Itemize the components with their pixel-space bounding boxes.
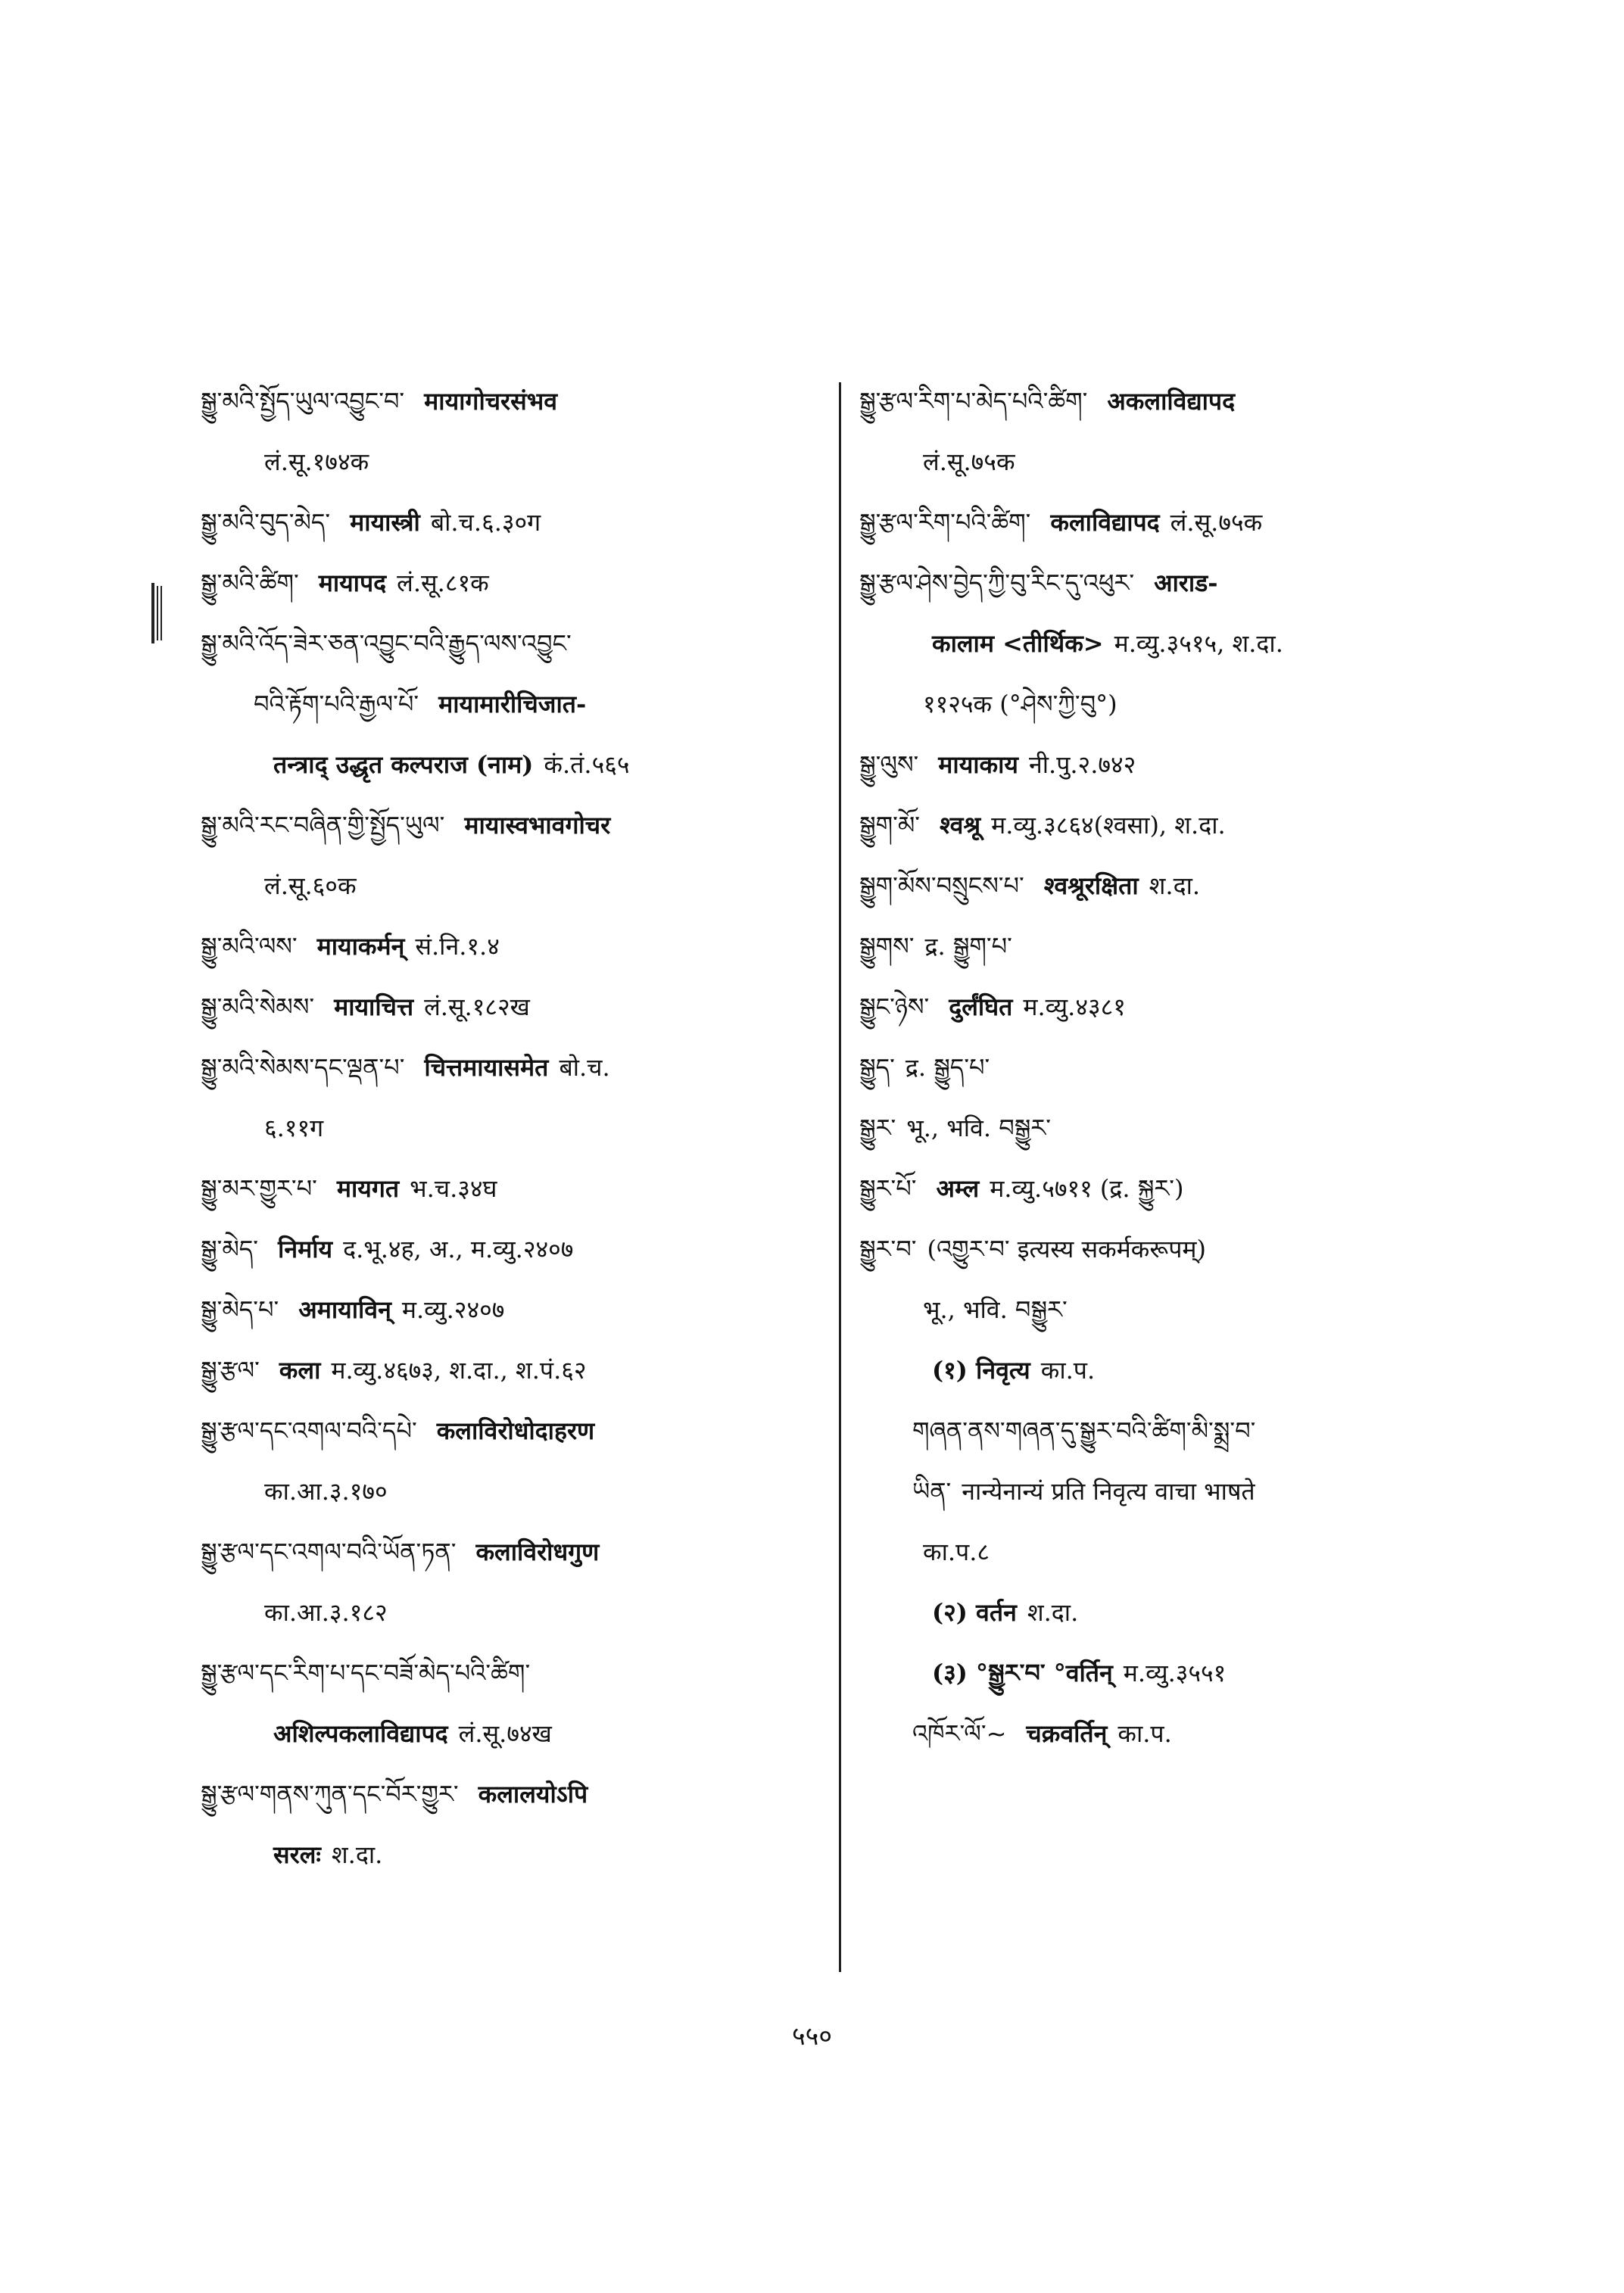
- sanskrit-equivalent: चित्तमायासमेत: [424, 1053, 549, 1082]
- source-reference: नान्येनान्यं प्रति निवृत्य वाचा भाषते: [962, 1477, 1255, 1506]
- tibetan-headword: སྒྱུ་རྩལ་རིག་པའི་ཚིག་: [859, 508, 1031, 537]
- source-reference: म.व्यु.५७११ (द्र. སྐྱུར་): [990, 1174, 1184, 1203]
- sanskrit-equivalent: कलाविरोधोदाहरण: [436, 1416, 595, 1445]
- dictionary-line: [859, 386, 1488, 416]
- dictionary-line: [859, 447, 1488, 477]
- dictionary-line: [201, 1416, 821, 1446]
- source-reference: श.दा.: [1149, 871, 1201, 900]
- tibetan-headword: སྒྱུག་མོ་: [859, 811, 921, 840]
- tibetan-headword: སྒྱུ་རྩལ་གནས་ཀུན་དང་བོར་གྱུར་: [201, 1780, 459, 1809]
- sanskrit-equivalent: अकलाविद्यापद: [1107, 387, 1236, 416]
- sanskrit-equivalent: कलाविद्यापद: [1050, 508, 1160, 537]
- source-reference: का.प.: [1117, 1719, 1172, 1748]
- dictionary-line: [859, 1234, 1488, 1264]
- source-reference: लं.सू.१७४क: [264, 447, 369, 476]
- sanskrit-equivalent: मायास्त्री: [350, 508, 420, 537]
- source-reference: म.व्यु.२४०७: [401, 1295, 505, 1324]
- sanskrit-equivalent: (३) °སྒྱུར་བ་ °वर्तिन्: [932, 1659, 1113, 1687]
- source-reference: श.दा.: [1027, 1598, 1079, 1627]
- sanskrit-equivalent: अम्ल: [936, 1174, 980, 1203]
- dictionary-line: [201, 931, 821, 961]
- sanskrit-equivalent: मायागोचरसंभव: [424, 387, 558, 416]
- tibetan-headword: ཡིན་: [912, 1477, 952, 1506]
- sanskrit-equivalent: कलालयोऽपि: [478, 1780, 588, 1809]
- dictionary-line: [201, 810, 821, 840]
- tibetan-headword: བའི་རྟོག་པའི་རྒྱལ་པོ་: [254, 690, 419, 718]
- sanskrit-equivalent: कलाविरोधगुण: [475, 1537, 600, 1566]
- source-reference: का.प.८: [923, 1537, 990, 1566]
- sanskrit-equivalent: मायाकर्मन्: [316, 932, 405, 961]
- source-reference: म.व्यु.३५५१: [1123, 1659, 1227, 1687]
- source-reference: लं.सू.६०क: [264, 871, 357, 900]
- dictionary-line: [201, 1234, 821, 1264]
- dictionary-line: [859, 507, 1488, 537]
- source-reference: लं.सू.७५क: [1170, 508, 1263, 537]
- source-reference: नी.पु.२.७४२: [1028, 750, 1136, 779]
- source-reference: लं.सू.७४ख: [458, 1719, 552, 1748]
- tibetan-headword: སྒྱུག་མོས་བསྲུངས་པ་: [859, 871, 1024, 900]
- tibetan-headword: སྒྱུ་མའི་འོད་ཟེར་ཅན་འབྱུང་བའི་རྒྱུད་ལས་འབྱུང་: [201, 629, 572, 658]
- source-reference: बो.च.६.३०ग: [430, 508, 541, 537]
- column-divider: [839, 382, 841, 1972]
- tibetan-headword: སྒྱུ་མའི་ལས་: [201, 932, 298, 961]
- dictionary-line: [201, 689, 821, 719]
- source-reference: बो.च.: [559, 1053, 610, 1082]
- dictionary-line: [859, 1658, 1488, 1688]
- dictionary-line: [201, 1597, 821, 1628]
- tibetan-headword: སྒྱུ་རྩལ་: [201, 1356, 260, 1385]
- source-reference: लं.सू.८१क: [397, 569, 489, 597]
- sanskrit-equivalent: (१) निवृत्य: [932, 1356, 1030, 1385]
- dictionary-line: [859, 628, 1488, 659]
- source-reference: ११२५क (°ཤེས་ཀྱི་བུ°): [923, 690, 1117, 718]
- dictionary-line: [201, 628, 821, 659]
- tibetan-headword: སྒྱུད་: [859, 1053, 895, 1082]
- sanskrit-equivalent: सरलः: [273, 1840, 321, 1869]
- source-reference: भू., भवि. བསྒྱུར་: [906, 1114, 1051, 1142]
- source-reference: भू., भवि. བསྒྱུར་: [923, 1295, 1068, 1324]
- source-reference: द्र. སྒྱུག་པ་: [924, 932, 1012, 961]
- sanskrit-equivalent: (२) वर्तन: [932, 1598, 1017, 1627]
- source-reference: सं.नि.१.४: [415, 932, 500, 961]
- sanskrit-equivalent: मायापद: [318, 569, 387, 597]
- sanskrit-equivalent: मायास्वभावगोचर: [464, 811, 611, 840]
- tibetan-headword: སྒྱུ་མར་གྱུར་པ་: [201, 1174, 317, 1203]
- dictionary-line: [859, 1718, 1488, 1749]
- tibetan-headword: སྒྱུ་རྩལ་ཤེས་བྱེད་ཀྱི་བུ་རིང་དུ་འཕུར་: [859, 569, 1135, 597]
- tibetan-headword: གཞན་ནས་གཞན་དུ་སྒྱུར་བའི་ཚིག་མི་སྨྲ་བ་: [912, 1416, 1256, 1445]
- dictionary-line: [859, 1597, 1488, 1628]
- tibetan-headword: སྒྱུ་རྩལ་དང་འགལ་བའི་དཔེ་: [201, 1416, 417, 1445]
- source-reference: (འགྱུར་བ་ इत्यस्य सकर्मकरूपम्): [927, 1235, 1207, 1263]
- dictionary-line: [859, 931, 1488, 961]
- source-reference: कं.तं.५६५: [544, 750, 630, 779]
- dictionary-line: [859, 1113, 1488, 1143]
- dictionary-line: [201, 1658, 821, 1688]
- dictionary-line: [859, 871, 1488, 901]
- dictionary-line: [859, 689, 1488, 719]
- tibetan-headword: སྒྱུར་བ་: [859, 1235, 917, 1263]
- source-reference: भ.च.३४घ: [410, 1174, 497, 1203]
- dictionary-line: [201, 507, 821, 537]
- tibetan-headword: སྒྱུར་: [859, 1114, 896, 1142]
- dictionary-line: [201, 871, 821, 901]
- dictionary-line: [201, 1840, 821, 1870]
- tibetan-headword: སྒྱུགས་: [859, 932, 915, 961]
- dictionary-line: [201, 992, 821, 1022]
- source-reference: लं.सू.१८२ख: [424, 992, 530, 1021]
- dictionary-line: [201, 386, 821, 416]
- sanskrit-equivalent: कला: [279, 1356, 321, 1385]
- sanskrit-equivalent: तन्त्राद् उद्धृत कल्पराज (नाम): [273, 750, 534, 779]
- dictionary-line: [201, 1537, 821, 1567]
- source-reference: का.आ.३.१८२: [264, 1598, 388, 1627]
- dictionary-line: [859, 1476, 1488, 1506]
- dictionary-line: [859, 1416, 1488, 1446]
- source-reference: लं.सू.७५क: [923, 447, 1015, 476]
- right-column: [859, 386, 1488, 1779]
- sanskrit-equivalent: मायगत: [336, 1174, 400, 1203]
- dictionary-line: [201, 1113, 821, 1143]
- dictionary-line: [859, 810, 1488, 840]
- sanskrit-equivalent: आराड-: [1154, 569, 1218, 597]
- dictionary-line: [201, 1052, 821, 1083]
- dictionary-line: [201, 1476, 821, 1506]
- dictionary-line: [201, 1779, 821, 1809]
- dictionary-line: [859, 749, 1488, 780]
- source-reference: म.व्यु.३८६४(श्वसा), श.दा.: [991, 811, 1226, 840]
- dictionary-line: [201, 1355, 821, 1385]
- sanskrit-equivalent: मायामारीचिजात-: [438, 690, 587, 718]
- dictionary-line: [859, 1537, 1488, 1567]
- dictionary-line: [201, 1173, 821, 1204]
- sanskrit-equivalent: चक्रवर्तिन्: [1026, 1719, 1108, 1748]
- source-reference: म.व्यु.३५१५, श.दा.: [1114, 629, 1283, 658]
- tibetan-headword: སྒྱུ་མའི་བུད་མེད་: [201, 508, 331, 537]
- tibetan-headword: སྒྱུ་མའི་སེམས་: [201, 992, 315, 1021]
- margin-mark: [151, 583, 167, 643]
- tibetan-headword: སྒྱུ་རྩལ་རིག་པ་མེད་པའི་ཚིག་: [859, 387, 1088, 416]
- dictionary-line: [859, 1294, 1488, 1325]
- source-reference: श.दा.: [331, 1840, 383, 1869]
- source-reference: म.व्यु.४३८१: [1023, 992, 1126, 1021]
- dictionary-line: [859, 568, 1488, 598]
- source-reference: का.आ.३.१७०: [264, 1477, 388, 1506]
- sanskrit-equivalent: अशिल्पकलाविद्यापद: [273, 1719, 448, 1748]
- tibetan-headword: སྒྱུ་མའི་ཚིག་: [201, 569, 299, 597]
- sanskrit-equivalent: अमायाविन्: [298, 1295, 391, 1324]
- tibetan-headword: སྒྱུ་མའི་སེམས་དང་ལྡན་པ་: [201, 1053, 405, 1082]
- dictionary-line: [201, 1718, 821, 1749]
- tibetan-headword: སྒྱུར་པོ་: [859, 1174, 917, 1203]
- dictionary-line: [859, 992, 1488, 1022]
- dictionary-line: [859, 1173, 1488, 1204]
- sanskrit-equivalent: श्वश्रू: [940, 811, 981, 840]
- tibetan-headword: སྒྱུ་མའི་རང་བཞིན་གྱི་སྤྱོད་ཡུལ་: [201, 811, 445, 840]
- tibetan-headword: སྒྱུ་རྩལ་དང་རིག་པ་དང་བཟོ་མེད་པའི་ཚིག་: [201, 1659, 531, 1687]
- sanskrit-equivalent: कालाम <तीर्थिक>: [932, 629, 1104, 658]
- tibetan-headword: འཁོར་ལོ་~: [912, 1719, 1007, 1748]
- tibetan-headword: སྒྱུ་མའི་སྤྱོད་ཡུལ་འབྱུང་བ་: [201, 387, 405, 416]
- page-number: ५५०: [791, 2021, 833, 2052]
- tibetan-headword: སྒྱུ་ལུས་: [859, 750, 919, 779]
- dictionary-line: [859, 1355, 1488, 1385]
- tibetan-headword: སྒྱུང་ཉེས་: [859, 992, 930, 1021]
- source-reference: द.भू.४ह, अ., म.व्यु.२४०७: [343, 1235, 574, 1263]
- dictionary-line: [201, 568, 821, 598]
- tibetan-headword: སྒྱུ་མེད་པ་: [201, 1295, 279, 1324]
- tibetan-headword: སྒྱུ་མེད་: [201, 1235, 259, 1263]
- sanskrit-equivalent: श्वश्रूरक्षिता: [1043, 871, 1139, 900]
- left-column: [201, 386, 821, 1900]
- source-reference: म.व्यु.४६७३, श.दा., श.पं.६२: [331, 1356, 587, 1385]
- source-reference: ६.११ग: [264, 1114, 324, 1142]
- dictionary-line: [201, 749, 821, 780]
- tibetan-headword: སྒྱུ་རྩལ་དང་འགལ་བའི་ཡོན་ཏན་: [201, 1537, 457, 1566]
- dictionary-line: [201, 447, 821, 477]
- dictionary-line: [859, 1052, 1488, 1083]
- sanskrit-equivalent: मायाकाय: [938, 750, 1018, 779]
- sanskrit-equivalent: निर्माय: [278, 1235, 333, 1263]
- source-reference: द्र. སྒྱུད་པ་: [905, 1053, 990, 1082]
- sanskrit-equivalent: मायाचित्त: [334, 992, 414, 1021]
- sanskrit-equivalent: दुर्लंघित: [949, 992, 1013, 1021]
- source-reference: का.प.: [1040, 1356, 1096, 1385]
- dictionary-line: [201, 1294, 821, 1325]
